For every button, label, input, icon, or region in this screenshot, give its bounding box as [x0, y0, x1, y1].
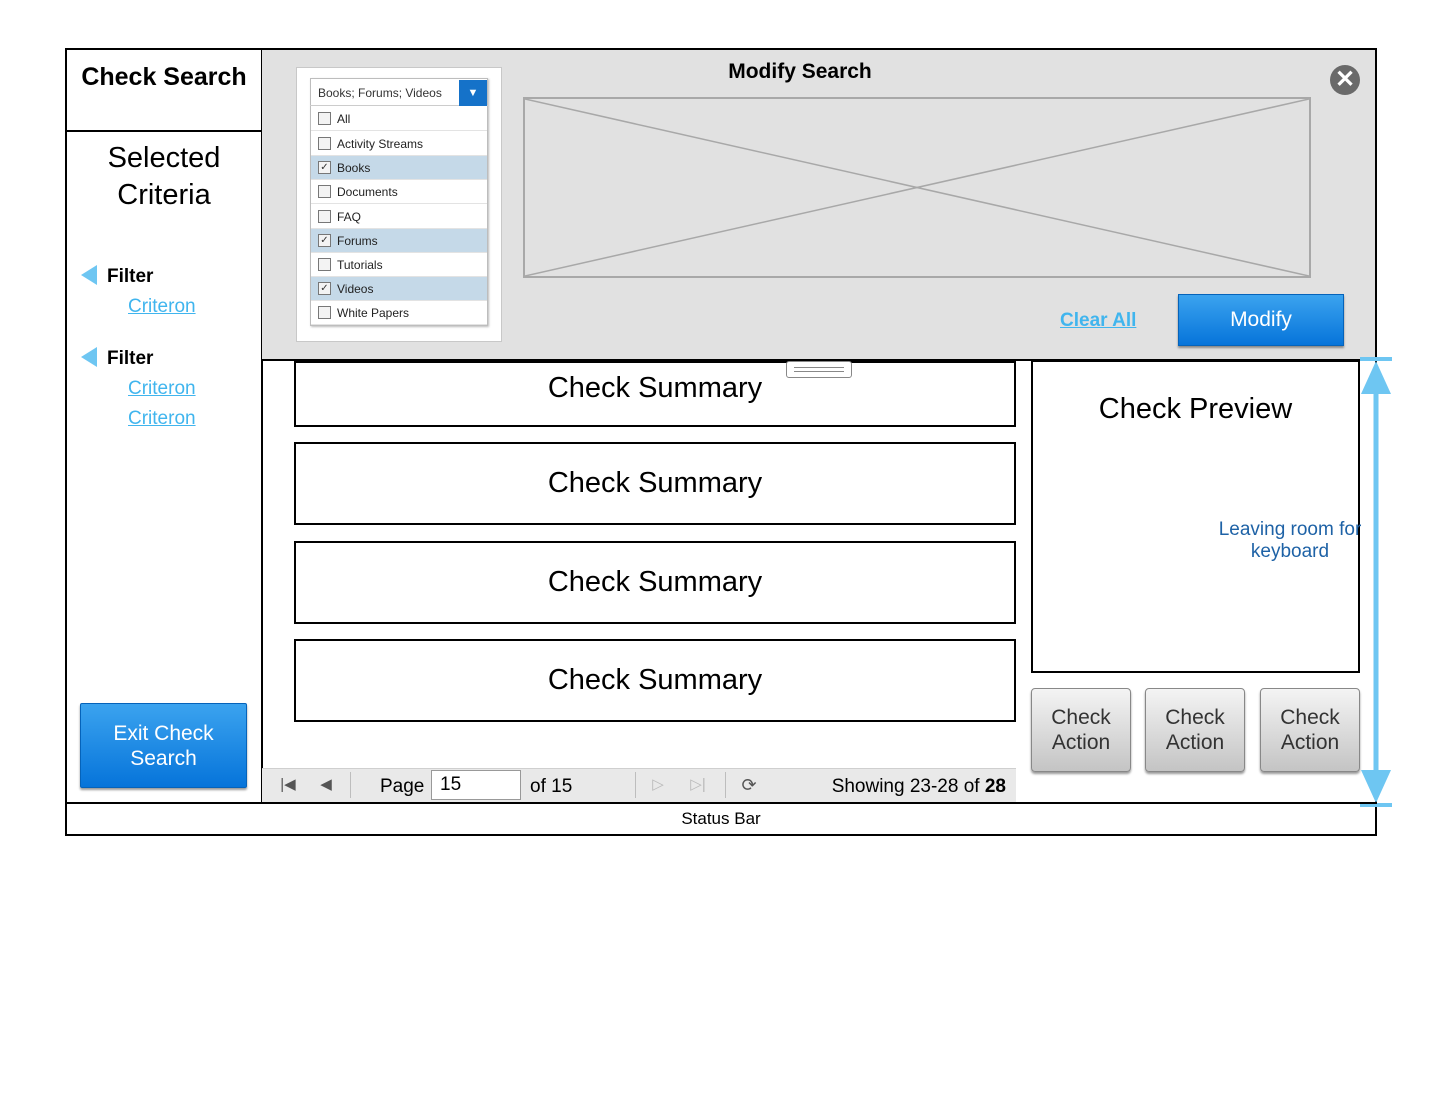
- chevron-down-icon[interactable]: ▼: [459, 80, 487, 106]
- first-page-icon[interactable]: |◀: [280, 776, 296, 793]
- multiselect-option[interactable]: [311, 180, 487, 204]
- option-label: All: [337, 112, 351, 126]
- multiselect-option[interactable]: [311, 156, 487, 180]
- option-label: Activity Streams: [337, 137, 424, 151]
- checkbox-checked-icon[interactable]: ✓: [318, 282, 331, 295]
- pager-divider: [350, 772, 351, 798]
- previous-page-icon[interactable]: ◀: [320, 776, 332, 793]
- check-action-button[interactable]: Check Action: [1031, 688, 1131, 772]
- page-count: of 15: [530, 776, 573, 797]
- checkbox-icon[interactable]: [318, 210, 331, 223]
- collapse-arrow-icon[interactable]: [81, 347, 97, 367]
- checkbox-icon[interactable]: [318, 112, 331, 125]
- multiselect-option[interactable]: [311, 277, 487, 301]
- option-label: Videos: [337, 282, 374, 296]
- multiselect-option[interactable]: [311, 132, 487, 156]
- check-action-button[interactable]: Check Action: [1260, 688, 1360, 772]
- showing-range: [810, 776, 1006, 798]
- multiselect-option[interactable]: [311, 253, 487, 277]
- image-placeholder: [523, 97, 1311, 278]
- checkbox-checked-icon[interactable]: ✓: [318, 161, 331, 174]
- status-divider: [65, 802, 1377, 804]
- last-page-icon[interactable]: ▷|: [690, 776, 706, 793]
- keyboard-annotation: Leaving room for keyboard: [1218, 519, 1362, 562]
- criterion-link[interactable]: Criteron: [128, 296, 196, 317]
- criterion-link[interactable]: Criteron: [128, 378, 196, 399]
- multiselect-option[interactable]: [311, 205, 487, 229]
- pager-divider: [635, 772, 636, 798]
- modify-search-title: Modify Search: [728, 60, 872, 83]
- option-label: Documents: [337, 185, 398, 199]
- next-page-icon[interactable]: ▷: [652, 776, 664, 793]
- option-label: Books: [337, 161, 371, 175]
- check-summary-item[interactable]: Check Summary: [294, 541, 1016, 624]
- option-label: Forums: [337, 234, 378, 248]
- check-summary-item[interactable]: Check Summary: [294, 639, 1016, 722]
- option-label: FAQ: [337, 210, 362, 224]
- checkbox-checked-icon[interactable]: ✓: [318, 234, 331, 247]
- check-summary-item[interactable]: Check Summary: [294, 442, 1016, 525]
- check-preview-title: Check Preview: [1098, 393, 1293, 425]
- checkbox-icon[interactable]: [318, 258, 331, 271]
- close-icon[interactable]: ✕: [1330, 65, 1360, 95]
- exit-check-search-button[interactable]: Exit Check Search: [80, 703, 247, 788]
- status-bar: Status Bar: [681, 809, 761, 828]
- multiselect-selected-value[interactable]: Books; Forums; Videos: [310, 78, 488, 106]
- collapse-arrow-icon[interactable]: [81, 265, 97, 285]
- filter-label: Filter: [107, 348, 154, 369]
- clear-all-link[interactable]: Clear All: [1060, 310, 1137, 331]
- option-label: Tutorials: [337, 258, 383, 272]
- page-number-input[interactable]: [431, 770, 521, 800]
- refresh-icon[interactable]: ⟳: [741, 775, 757, 795]
- multiselect-option[interactable]: [311, 301, 487, 325]
- criterion-link[interactable]: Criteron: [128, 408, 196, 429]
- panel-resize-handle[interactable]: [786, 361, 852, 378]
- multiselect-option[interactable]: [311, 229, 487, 253]
- selected-criteria-heading: Selected Criteria: [107, 142, 221, 211]
- option-label: White Papers: [337, 306, 410, 320]
- double-arrow-icon: [1355, 356, 1397, 808]
- check-summary-item[interactable]: Check Summary: [294, 361, 1016, 427]
- check-action-button[interactable]: Check Action: [1145, 688, 1245, 772]
- multiselect-option[interactable]: [311, 107, 487, 131]
- app-title: Check Search: [65, 48, 263, 132]
- checkbox-icon[interactable]: [318, 137, 331, 150]
- showing-range-text: Showing 23-28 of: [831, 776, 985, 797]
- checkbox-icon[interactable]: [318, 185, 331, 198]
- checkbox-icon[interactable]: [318, 306, 331, 319]
- pager-divider: [725, 772, 726, 798]
- modify-button[interactable]: Modify: [1178, 294, 1344, 346]
- page-label: Page: [380, 776, 425, 797]
- showing-total: 28: [984, 776, 1006, 797]
- filter-label: Filter: [107, 266, 154, 287]
